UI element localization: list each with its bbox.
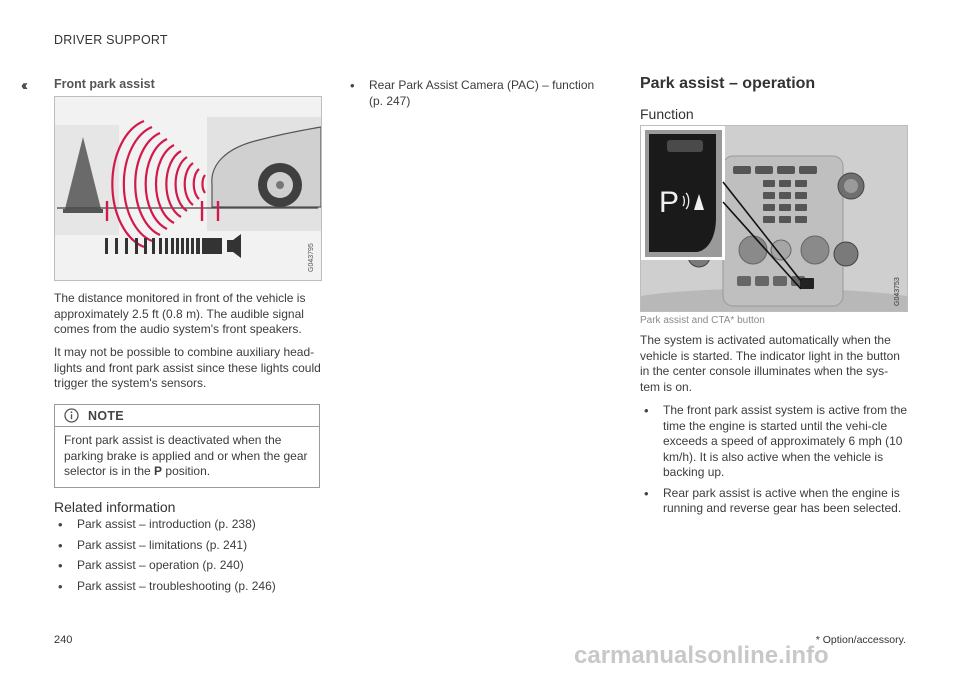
park-assist-button-diagram [641, 126, 907, 311]
center-console-illustration [640, 125, 908, 312]
related-information-list [54, 517, 324, 599]
note-header [55, 405, 319, 427]
related-link[interactable]: • Park assist – introduction (p. 238) [54, 517, 324, 533]
related-link[interactable]: • Rear Park Assist Camera (PAC) – function (p. 247) [346, 78, 606, 109]
back-chevron-icon[interactable]: ‹‹ [21, 77, 25, 94]
paragraph-activation: The system is activated automatically when the vehicle is started. The indicator light in the button in the center console illuminates when the sys-tem is on. [640, 333, 900, 394]
front-park-assist-illustration [54, 96, 322, 281]
note-text: Front park assist is deactivated when the parking brake is applied and or when the gear selector is in the P position. [64, 433, 308, 478]
park-assist-operation-heading: Park assist – operation [640, 75, 816, 92]
svg-text:P: P [659, 186, 680, 219]
svg-text:G043795: G043795 [308, 243, 315, 272]
function-subheading: Function [640, 106, 694, 122]
list-item: • Rear park assist is active when the engine is running and reverse gear has been selected. [640, 486, 908, 517]
footnote: * Option/accessory. [815, 634, 906, 646]
park-assist-diagram [55, 97, 321, 280]
note-box [54, 404, 320, 488]
front-park-assist-heading: Front park assist [54, 77, 155, 91]
paragraph-distance: The distance monitored in front of the vehicle is approximately 2.5 ft (0.8 m). The audible signal comes from the audio system's front speakers. [54, 291, 306, 336]
note-title: NOTE [88, 409, 124, 423]
info-icon [64, 408, 79, 423]
figure-caption: Park assist and CTA* button [640, 315, 765, 326]
related-information-title: Related information [54, 499, 176, 515]
middle-list [346, 78, 606, 114]
section-title: DRIVER SUPPORT [54, 33, 168, 47]
related-link[interactable]: • Park assist – operation (p. 240) [54, 558, 324, 574]
paragraph-auxiliary-headlights: It may not be possible to combine auxiliary head-lights and front park assist since these lights could trigger the system's sensors. [54, 345, 321, 390]
gear-position-p: P [154, 464, 163, 478]
function-list [640, 403, 908, 522]
related-link[interactable]: • Park assist – troubleshooting (p. 246) [54, 579, 324, 595]
svg-text:G043753: G043753 [894, 277, 901, 306]
page-number: 240 [54, 634, 73, 646]
watermark: carmanualsonline.info [574, 642, 829, 669]
related-link[interactable]: • Park assist – limitations (p. 241) [54, 538, 324, 554]
list-item: • The front park assist system is active from the time the engine is started until the vehi-cle exceeds a speed of approximately 6 mph (10 km/h). It is also active when the vehicle is backing up. [640, 403, 908, 481]
